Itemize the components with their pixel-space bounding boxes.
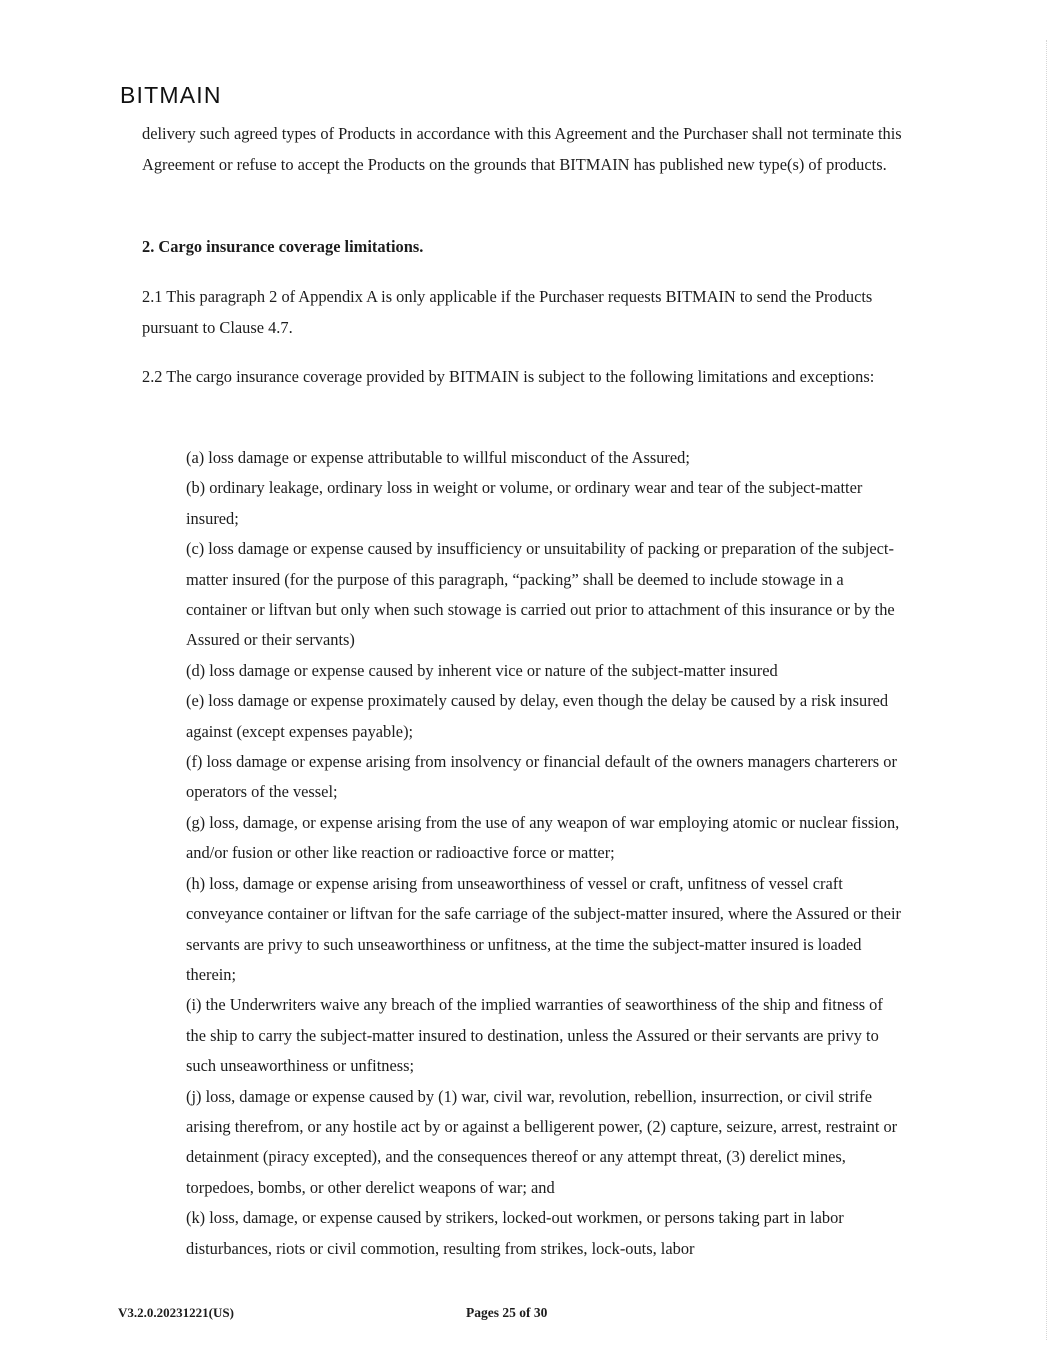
list-item: (b) ordinary leakage, ordinary loss in weight or volume, or ordinary wear and tear of the subject-matter insured; xyxy=(186,478,863,528)
list-item: (k) loss, damage, or expense caused by strikers, locked-out workmen, or persons taking part in labor disturbances, riots or civil commotion, resulting from strikes, lock-outs, labor xyxy=(186,1208,844,1258)
scan-edge-divider xyxy=(1046,40,1047,1340)
list-item: (d) loss damage or expense caused by inherent vice or nature of the subject-matter insured xyxy=(186,660,778,680)
clause-2-2: 2.2 The cargo insurance coverage provided by BITMAIN is subject to the following limitations and exceptions: xyxy=(142,367,875,386)
page-number: Pages 25 of 30 xyxy=(466,1305,548,1320)
list-item: (e) loss damage or expense proximately caused by delay, even though the delay be caused by a risk insured against (except expenses payable); xyxy=(186,691,889,741)
company-logo: BITMAIN xyxy=(120,82,222,108)
list-item: (h) loss, damage or expense arising from unseaworthiness of vessel or craft, unfitness of vessel craft conveyance container or liftvan for the safe carriage of the subject-matter insured, where the Assured or their servants are privy to such unseaworthiness or unfitness, at the time the subject-matter insured is loaded therein; xyxy=(186,873,901,984)
list-item: (a) loss damage or expense attributable to willful misconduct of the Assured; xyxy=(186,448,690,467)
section-heading: 2. Cargo insurance coverage limitations. xyxy=(142,237,424,256)
clause-2-1: 2.1 This paragraph 2 of Appendix A is only applicable if the Purchaser requests BITMAIN to send the Products pursuant to Clause 4.7. xyxy=(142,287,873,337)
list-item: (c) loss damage or expense caused by insufficiency or unsuitability of packing or preparation of the subject-matter insured (for the purpose of this paragraph, “packing” shall be deemed to include stowage in a container or liftvan but only when such stowage is carried out prior to attachment of this insurance or by the Assured or their servants) xyxy=(186,539,895,650)
document-version: V3.2.0.20231221(US) xyxy=(118,1305,234,1320)
list-item: (j) loss, damage or expense caused by (1) war, civil war, revolution, rebellion, insurrection, or civil strife arising therefrom, or any hostile act by or against a belligerent power, (2) capture, seizure, arrest, restraint or detainment (piracy excepted), and the consequences thereof or any attempt threat, (3) derelict mines, torpedoes, bombs, or other derelict weapons of war; and xyxy=(186,1086,898,1197)
intro-paragraph: delivery such agreed types of Products in accordance with this Agreement and the Purchaser shall not terminate this Agreement or refuse to accept the Products on the grounds that BITMAIN has published new type(s) of products. xyxy=(142,124,902,174)
list-item: (i) the Underwriters waive any breach of the implied warranties of seaworthiness of the ship and fitness of the ship to carry the subject-matter insured to destination, unless the Assured or their servants are privy to such unseaworthiness or unfitness; xyxy=(186,995,883,1076)
list-item: (f) loss damage or expense arising from insolvency or financial default of the owners managers charterers or operators of the vessel; xyxy=(186,752,897,802)
exceptions-list xyxy=(186,443,901,1264)
list-item: (g) loss, damage, or expense arising from the use of any weapon of war employing atomic or nuclear fission, and/or fusion or other like reaction or radioactive force or matter; xyxy=(186,812,900,863)
